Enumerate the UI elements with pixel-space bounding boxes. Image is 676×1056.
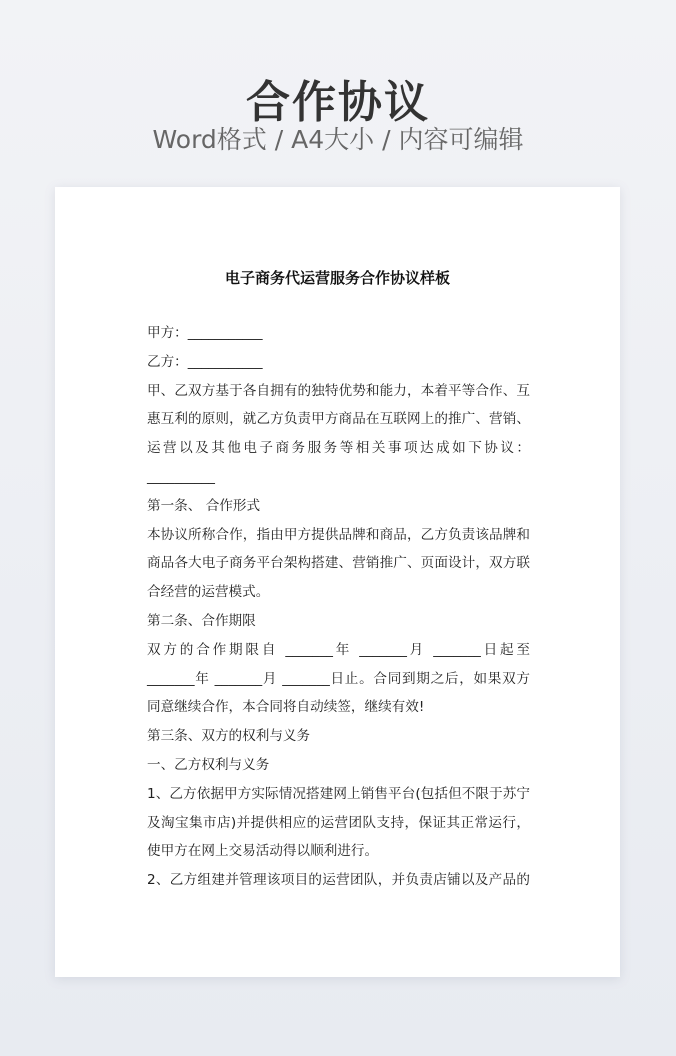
document-line: 一、乙方权利与义务: [147, 757, 270, 773]
document-page: [55, 187, 620, 977]
document-line: 第二条、合作期限: [147, 613, 256, 629]
document-line: 乙方：___________: [147, 353, 263, 370]
document-line: 第三条、双方的权利与义务: [147, 728, 311, 745]
document-line: 运营以及其他电子商务服务等相关事项达成如下协议：: [147, 440, 530, 457]
document-line: 第一条、 合作形式: [147, 497, 261, 514]
document-title: 电子商务代运营服务合作协议样板: [224, 269, 450, 287]
document-line: 商品各大电子商务平台架构搭建、营销推广、页面设计，双方联: [147, 555, 530, 572]
page-title: 合作协议: [246, 77, 430, 128]
document-line: 及淘宝集市店)并提供相应的运营团队支持，保证其正常运行，: [147, 814, 530, 831]
document-line: __________: [147, 469, 215, 485]
document-line: 2、乙方组建并管理该项目的运营团队，并负责店铺以及产品的: [147, 872, 530, 889]
document-line: 双方的合作期限自 _______年 _______月 _______日起至: [147, 641, 530, 658]
document-line: 甲方：___________: [147, 325, 263, 341]
document-line: 甲、乙双方基于各自拥有的独特优势和能力，本着平等合作、互: [147, 382, 530, 399]
document-line: 1、乙方依据甲方实际情况搭建网上销售平台(包括但不限于苏宁: [147, 785, 530, 802]
document-line: 同意继续合作，本合同将自动续签，继续有效!: [147, 699, 425, 716]
document-line: 合经营的运营模式。: [147, 584, 270, 601]
document-line: 使甲方在网上交易活动得以顺利进行。: [147, 843, 379, 860]
document-line: 惠互利的原则，就乙方负责甲方商品在互联网上的推广、营销、: [147, 411, 530, 428]
document-line: 本协议所称合作，指由甲方提供品牌和商品，乙方负责该品牌和: [147, 526, 530, 543]
page-subtitle: Word格式 / A4大小 / 内容可编辑: [152, 125, 524, 154]
document-line: _______年 _______月 _______日止。合同到期之后，如果双方: [147, 670, 530, 687]
